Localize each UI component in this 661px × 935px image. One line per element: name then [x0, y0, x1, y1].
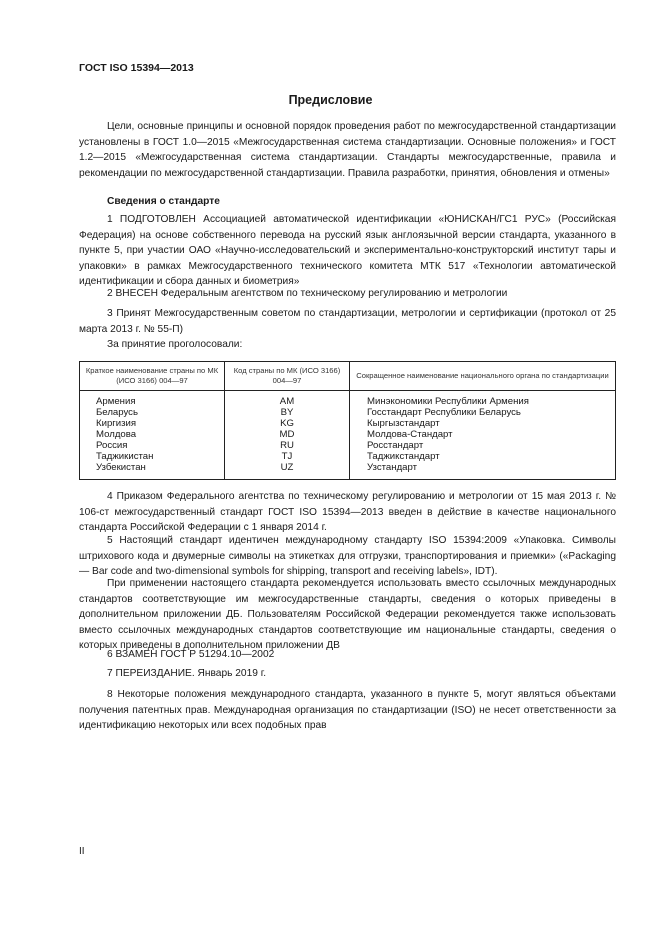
table-header-row: [80, 362, 616, 391]
item-2-paragraph: 2 ВНЕСЕН Федеральным агентством по техническому регулированию и метрологии: [107, 288, 508, 299]
document-header: ГОСТ ISO 15394—2013: [79, 62, 194, 74]
page-number: II: [79, 846, 85, 857]
vote-table: [79, 361, 616, 480]
item-5-note-paragraph: При применении настоящего стандарта рекомендуется использовать вместо ссылочных международных стандартов соответствующие им межгосударственные стандарты, сведения о которых приведены в дополнительном приложении ДБ. Пользователям Российской Федерации рекомендуется также использовать вместо ссылочных международных стандартов соответствующие им национальные стандарты, сведения о которых приведены в дополнительном приложении ДВ: [79, 578, 616, 651]
col-header-code: Код страны по МК (ИСО 3166) 004—97: [225, 362, 350, 391]
item-5-paragraph: 5 Настоящий стандарт идентичен международному стандарту ISO 15394:2009 «Упаковка. Символы штрихового кода и двумерные символы на этикетках для отгрузки, транспортирования и приемки» («Packaging — Bar code and two-dimensional symbols for shipping, transport and receiving labels», IDT).: [79, 535, 616, 577]
item-1-paragraph: 1 ПОДГОТОВЛЕН Ассоциацией автоматической идентификации «ЮНИСКАН/ГС1 РУС» (Российская Федерация) на основе собственного перевода на русский язык англоязычной версии стандарта, указанного в пункте 5, при участии ОАО «Научно-исследовательский и экспериментально-конструкторский институт тары и упаковки» в рамках Межгосударственного технического комитета МТК 517 «Технологии автоматической идентификации и сбора данных и биометрия»: [79, 214, 616, 287]
page-title: Предисловие: [288, 93, 373, 107]
countries-cell: Армения Беларусь Киргизия Молдова Россия Таджикистан Узбекистан: [80, 391, 225, 480]
item-7-paragraph: 7 ПЕРЕИЗДАНИЕ. Январь 2019 г.: [107, 668, 267, 679]
item-8-paragraph: 8 Некоторые положения международного стандарта, указанного в пункте 5, могут являться объектами получения патентных прав. Международная организация по стандартизации (ISO) не несет ответственности за идентификацию некоторых или всех подобных прав: [79, 689, 616, 731]
item-4-paragraph: 4 Приказом Федерального агентства по техническому регулированию и метрологии от 15 мая 2013 г. № 106-ст межгосударственный стандарт ГОСТ ISO 15394—2013 введен в действие в качестве национального стандарта Российской Федерации с 1 января 2014 г.: [79, 491, 616, 533]
vote-intro: За принятие проголосовали:: [107, 339, 243, 350]
section-title: Сведения о стандарте: [107, 196, 220, 207]
col-header-country: Краткое наименование страны по МК (ИСО 3166) 004—97: [80, 362, 225, 391]
col-header-body: Сокращенное наименование национального органа по стандартизации: [350, 362, 616, 391]
table-row: [80, 391, 616, 480]
bodies-cell: Минэкономики Республики Армения Госстандарт Республики Беларусь Кыргызстандарт Молдова-Стандарт Росстандарт Таджикстандарт Узстандарт: [367, 396, 529, 473]
codes-cell: AM BY KG MD RU TJ UZ: [225, 391, 350, 480]
intro-paragraph: Цели, основные принципы и основной порядок проведения работ по межгосударственной стандартизации установлены в ГОСТ 1.0—2015 «Межгосударственная система стандартизации. Основные положения» и ГОСТ 1.2—2015 «Межгосударственная система стандартизации. Стандарты межгосударственные, правила и рекомендации по межгосударственной стандартизации. Правила разработки, принятия, обновления и отмены»: [79, 121, 616, 179]
item-6-paragraph: 6 ВЗАМЕН ГОСТ Р 51294.10—2002: [107, 649, 275, 660]
item-3-paragraph: 3 Принят Межгосударственным советом по стандартизации, метрологии и сертификации (протокол от 25 марта 2013 г. № 55-П): [79, 308, 616, 335]
